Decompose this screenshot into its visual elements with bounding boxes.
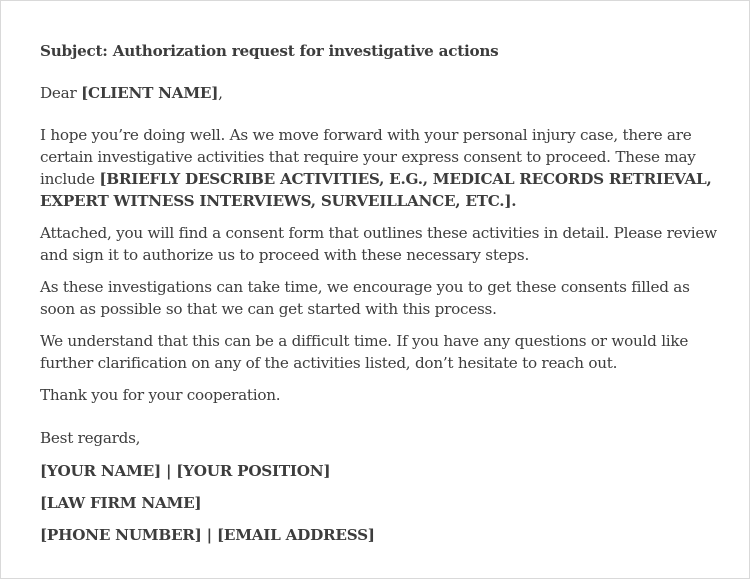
greeting-prefix: Dear [40,84,82,102]
activities-placeholder: [BRIEFLY DESCRIBE ACTIVITIES, E.G., MEDICAL RECORDS RETRIEVAL, EXPERT WITNESS INTERVIEWS, SURVEILLANCE, ETC.]. [40,170,712,210]
paragraph-intro-text: I hope you’re doing well. As we move forward with your personal injury case, there are certain investigative activities that require your express consent to proceed. These may include [40,126,696,188]
client-name-placeholder: [CLIENT NAME] [81,84,219,102]
email-greeting [40,82,720,104]
greeting-suffix: , [218,84,223,102]
closing-line: Best regards, [40,429,141,447]
paragraph-support: We understand that this can be a difficult time. If you have any questions or would like further clarification on any of the activities listed, don’t hesitate to reach out. [40,332,689,372]
paragraph-attachment: Attached, you will find a consent form that outlines these activities in detail. Please review and sign it to authorize us to proceed with these necessary steps. [40,224,717,264]
email-template [40,40,720,556]
paragraph-intro [40,124,720,212]
signature-firm: [LAW FIRM NAME] [40,494,202,512]
thanks-line: Thank you for your cooperation. [40,386,281,404]
email-subject: Subject: Authorization request for investigative actions [40,42,499,60]
paragraph-timing: As these investigations can take time, we encourage you to get these consents filled as soon as possible so that we can get started with this process. [40,278,690,318]
signature-name-position: [YOUR NAME] | [YOUR POSITION] [40,462,331,480]
signature-contact: [PHONE NUMBER] | [EMAIL ADDRESS] [40,526,375,544]
